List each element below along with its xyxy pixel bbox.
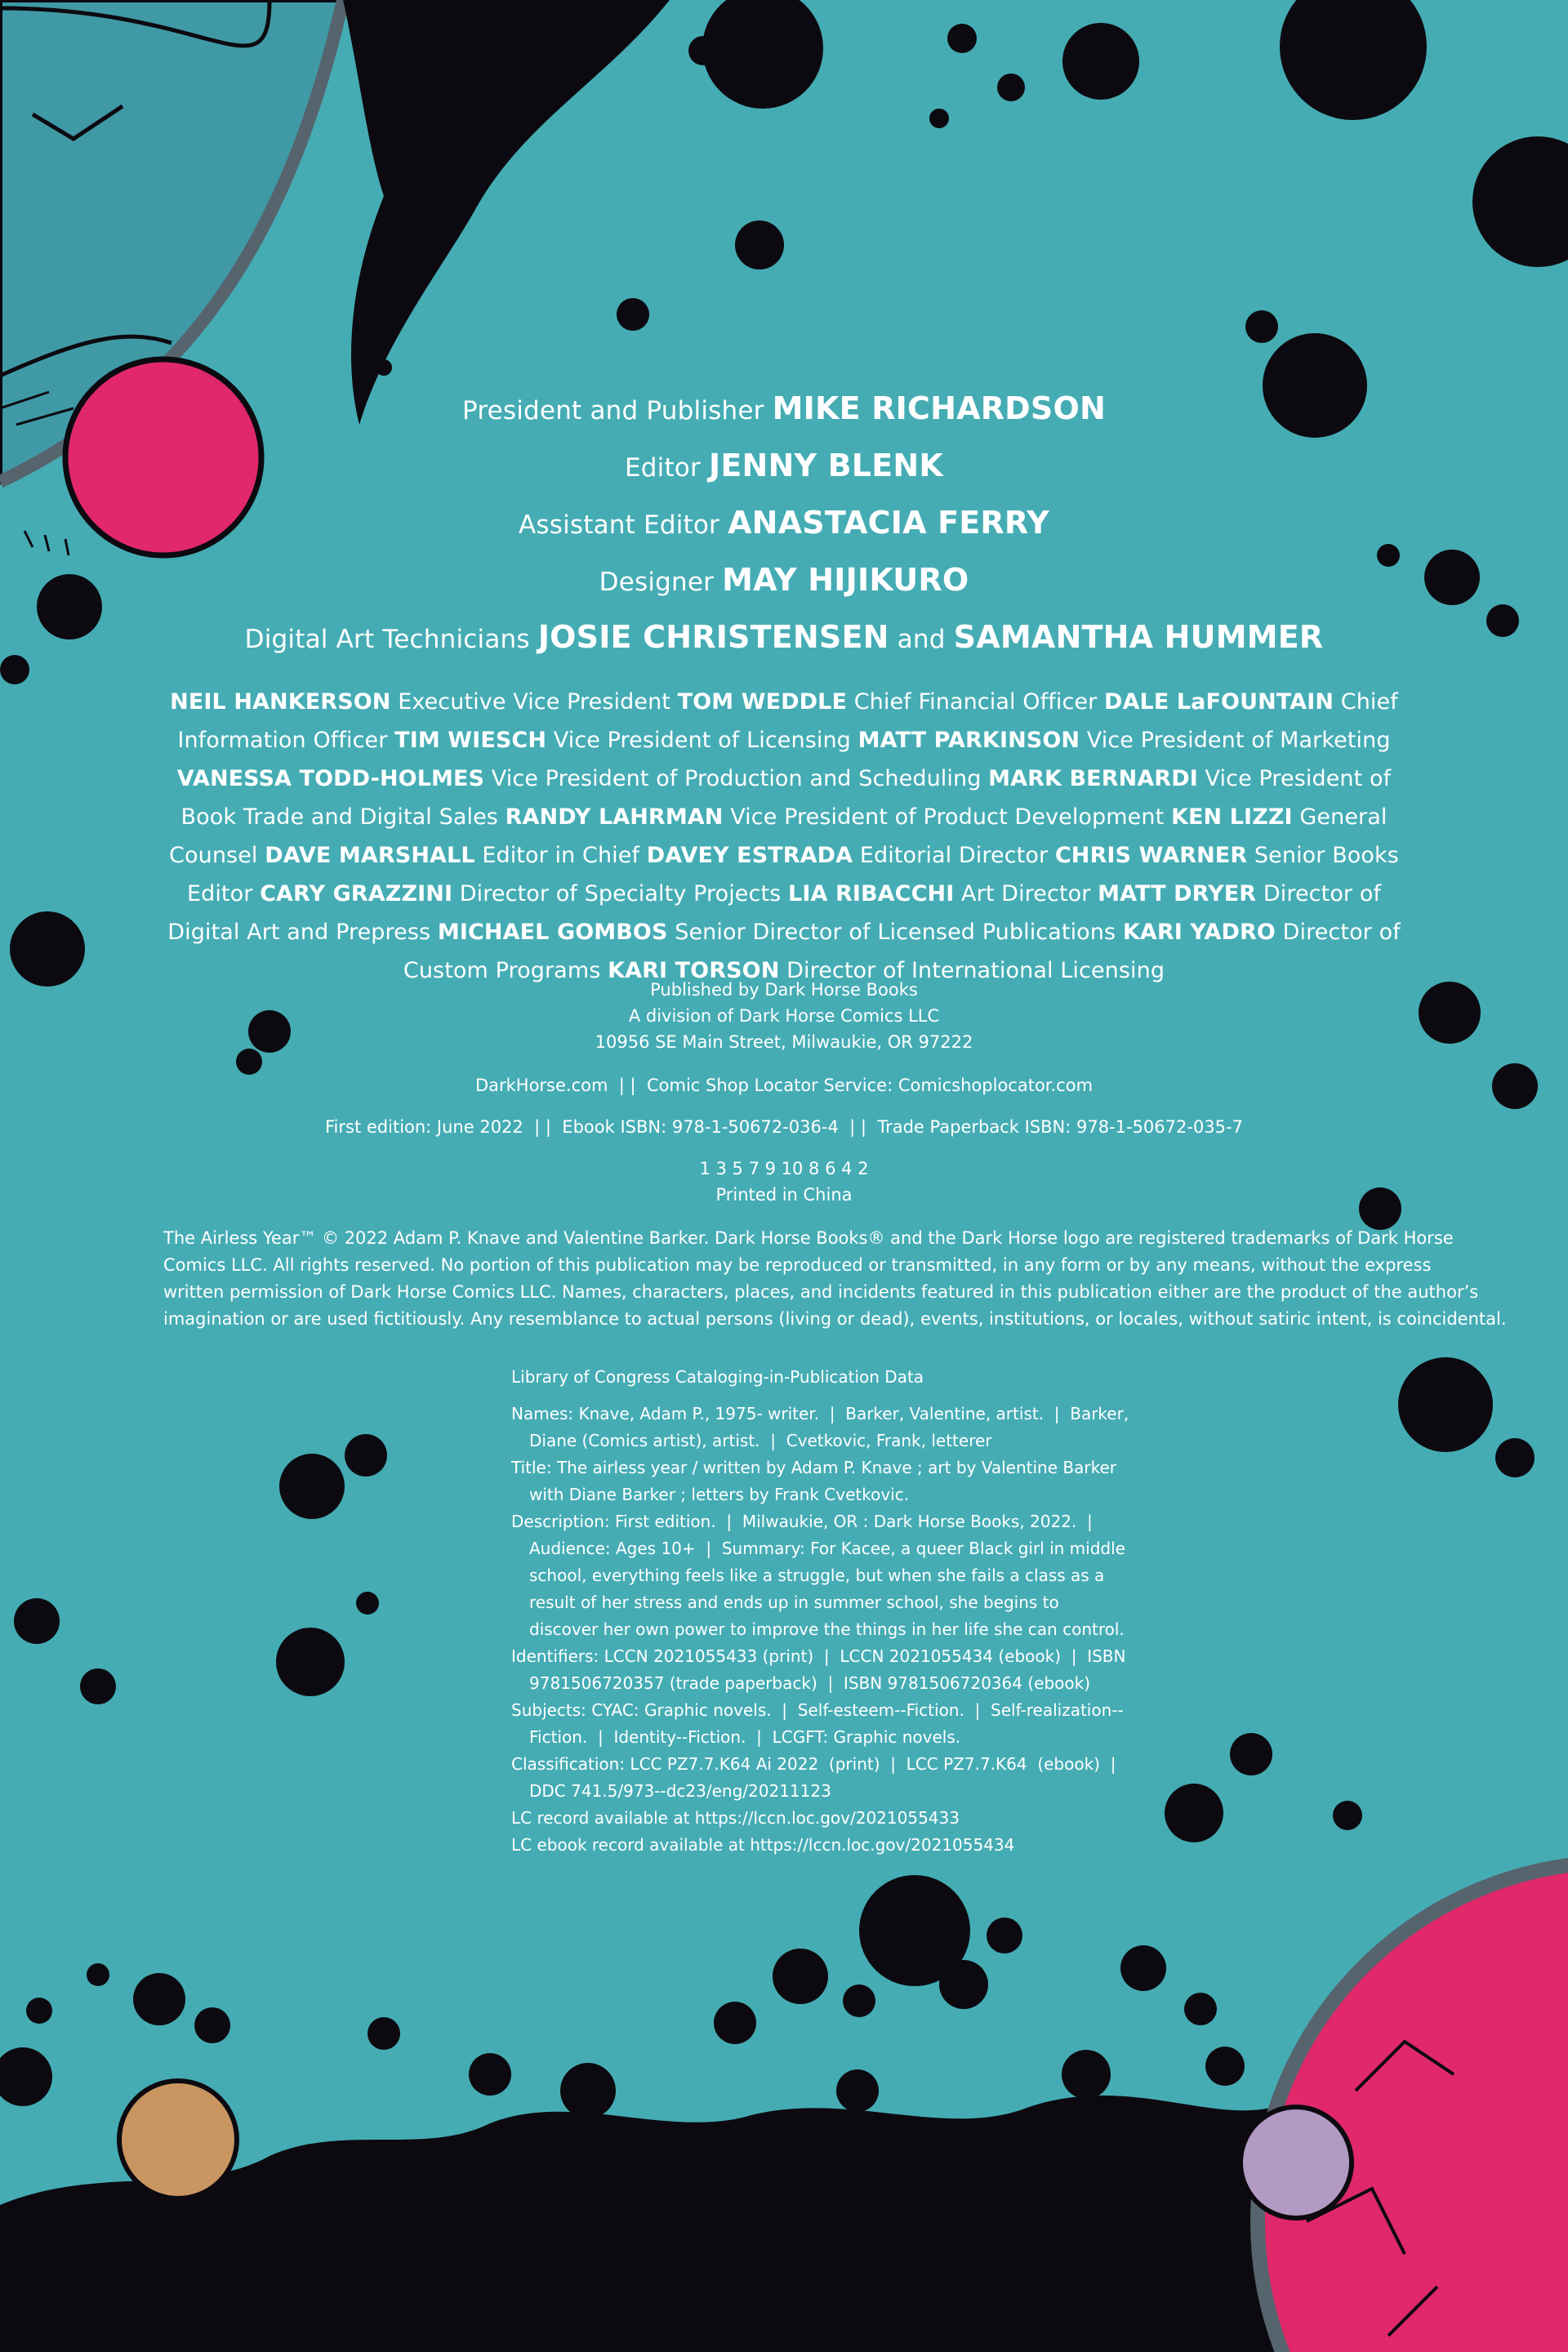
executive-title: Art Director: [961, 881, 1091, 906]
credit-assistant-editor: [0, 506, 1568, 541]
legal-notice: [163, 1225, 1507, 1333]
executive-name: MICHAEL GOMBOS: [437, 920, 668, 945]
executive-name: DAVE MARSHALL: [265, 843, 475, 868]
printed-in: Printed in China: [715, 1185, 853, 1205]
executive-list: [163, 683, 1405, 990]
cip-entry-subjects: Subjects: CYAC: Graphic novels. | Self-esteem--Fiction. | Self-realization--Fiction. | Identity--Fiction. | LCGFT: Graphic novels.: [511, 1700, 1124, 1747]
cip-title: Library of Congress Cataloging-in-Publication Data: [511, 1367, 924, 1387]
credit-name: JENNY BLENK: [708, 448, 944, 483]
executive-name: CARY GRAZZINI: [260, 881, 453, 906]
legal-line: imagination or are used fictitiously. Any resemblance to actual persons (living or dead), events, institutions, or locales, without satiric intent, is coincidental.: [163, 1309, 1507, 1329]
cip-entry-classification: Classification: LCC PZ7.7.K64 Ai 2022 (print) | LCC PZ7.7.K64 (ebook) | DDC 741.5/973--dc23/eng/20211123: [511, 1754, 1127, 1801]
cip-entry-identifiers: Identifiers: LCCN 2021055433 (print) | LCCN 2021055434 (ebook) | ISBN 9781506720357 (trade paperback) | ISBN 9781506720364 (ebook): [511, 1646, 1131, 1693]
executive-title: Director of Digital Art and Prepress: [167, 881, 1382, 945]
executive-name: KEN LIZZI: [1170, 804, 1293, 830]
publisher-line: Published by Dark Horse Books: [650, 980, 918, 1000]
executive-name: VANESSA TODD-HOLMES: [176, 766, 485, 791]
publisher-division: A division of Dark Horse Comics LLC: [628, 1006, 940, 1026]
credit-role: Editor: [624, 453, 701, 483]
executive-title: Vice President of Licensing: [553, 728, 851, 753]
executive-name: MATT PARKINSON: [858, 728, 1080, 753]
executive-title: Senior Books Editor: [186, 843, 1399, 906]
executive-title: Director of Specialty Projects: [459, 881, 782, 906]
executive-name: MARK BERNARDI: [988, 766, 1198, 791]
legal-line: Comics LLC. All rights reserved. No portion of this publication may be reproduced or transmitted, in any form or by any means, without the express: [163, 1255, 1432, 1275]
executive-title: Executive Vice President: [398, 689, 670, 715]
executive-name: CHRIS WARNER: [1054, 843, 1248, 868]
credit-designer: [0, 564, 1568, 599]
edition-line: First edition: June 2022 | | Ebook ISBN: 978-1-50672-036-4 | | Trade Paperback ISBN: 978-1-50672-035-7: [325, 1117, 1243, 1137]
executive-title: Editor in Chief: [482, 843, 640, 868]
legal-line: written permission of Dark Horse Comics LLC. Names, characters, places, and incidents featured in this publication either are the product of the author’s: [163, 1282, 1479, 1302]
cip-entry-names: Names: Knave, Adam P., 1975- writer. | Barker, Valentine, artist. | Barker, Diane (Comics artist), artist. | Cvetkovic, Frank, letterer: [511, 1404, 1134, 1450]
cip-entry-description: Description: First edition. | Milwaukie, OR : Dark Horse Books, 2022. | Audience: Ages 10+ | Summary: For Kacee, a queer Black girl in middle school, everything feels like a struggle, but when she fails a class as a result of her stress and ends up in summer school, she begins to discover her own power to improve the things in her life she can control.: [511, 1512, 1131, 1639]
credit-name: MIKE RICHARDSON: [772, 390, 1106, 426]
executive-title: Director of International Licensing: [786, 958, 1165, 983]
credit-editor: [0, 449, 1568, 484]
executive-name: LIA RIBACCHI: [788, 881, 955, 906]
cip-entry-lc-record: LC record available at https://lccn.loc.gov/2021055433: [511, 1808, 960, 1828]
credit-role: President and Publisher: [462, 396, 764, 425]
executive-name: RANDY LAHRMAN: [505, 804, 724, 830]
executive-name: KARI YADRO: [1122, 920, 1276, 945]
publisher-info: [0, 977, 1568, 1055]
credit-name-2: SAMANTHA HUMMER: [953, 619, 1324, 655]
executive-title: Vice President of Marketing: [1086, 728, 1391, 753]
executive-title: Senior Director of Licensed Publications: [675, 920, 1116, 945]
executive-title: Vice President of Production and Scheduling: [491, 766, 982, 791]
executive-name: KARI TORSON: [608, 958, 780, 983]
executive-title: Chief Financial Officer: [853, 689, 1098, 715]
credit-name: ANASTACIA FERRY: [728, 505, 1049, 541]
executive-title: Vice President of Book Trade and Digital Sales: [180, 766, 1392, 830]
executive-title: Vice President of Product Development: [730, 804, 1165, 830]
executive-title: Editorial Director: [859, 843, 1049, 868]
executive-name: DALE LaFOUNTAIN: [1104, 689, 1334, 715]
cip-data: [511, 1364, 1132, 1859]
executive-title: Chief Information Officer: [177, 689, 1398, 753]
credit-name: JOSIE CHRISTENSEN: [537, 619, 889, 655]
legal-line: The Airless Year™ © 2022 Adam P. Knave and Valentine Barker. Dark Horse Books® and the Dark Horse logo are registered trademarks of Dark Horse: [163, 1228, 1454, 1248]
executive-title: General Counsel: [169, 804, 1388, 868]
credit-name: MAY HIJIKURO: [722, 562, 969, 598]
credit-role: Digital Art Technicians: [244, 625, 530, 654]
executive-name: MATT DRYER: [1098, 881, 1257, 906]
credit-role: Assistant Editor: [518, 510, 720, 540]
executive-name: NEIL HANKERSON: [170, 689, 391, 715]
credit-digital-art-technicians: [0, 621, 1568, 656]
cip-entry-title: Title: The airless year / written by Adam P. Knave ; art by Valentine Barker with Diane Barker ; letters by Frank Cvetkovic.: [511, 1458, 1122, 1504]
web-line: DarkHorse.com | | Comic Shop Locator Service: Comicshoplocator.com: [474, 1076, 1094, 1095]
print-info: [0, 1156, 1568, 1208]
executive-name: TIM WIESCH: [394, 728, 547, 753]
credit-conjunction: and: [897, 625, 946, 654]
executive-title: Director of Custom Programs: [403, 920, 1401, 983]
print-numbers: 1 3 5 7 9 10 8 6 4 2: [699, 1159, 869, 1178]
cip-entry-lc-ebook-record: LC ebook record available at https://lccn.loc.gov/2021055434: [511, 1835, 1015, 1855]
executive-name: TOM WEDDLE: [677, 689, 848, 715]
executive-name: DAVEY ESTRADA: [646, 843, 853, 868]
credit-publisher: [0, 392, 1568, 427]
credit-role: Designer: [599, 568, 715, 597]
publisher-address: 10956 SE Main Street, Milwaukie, OR 97222: [595, 1032, 973, 1052]
